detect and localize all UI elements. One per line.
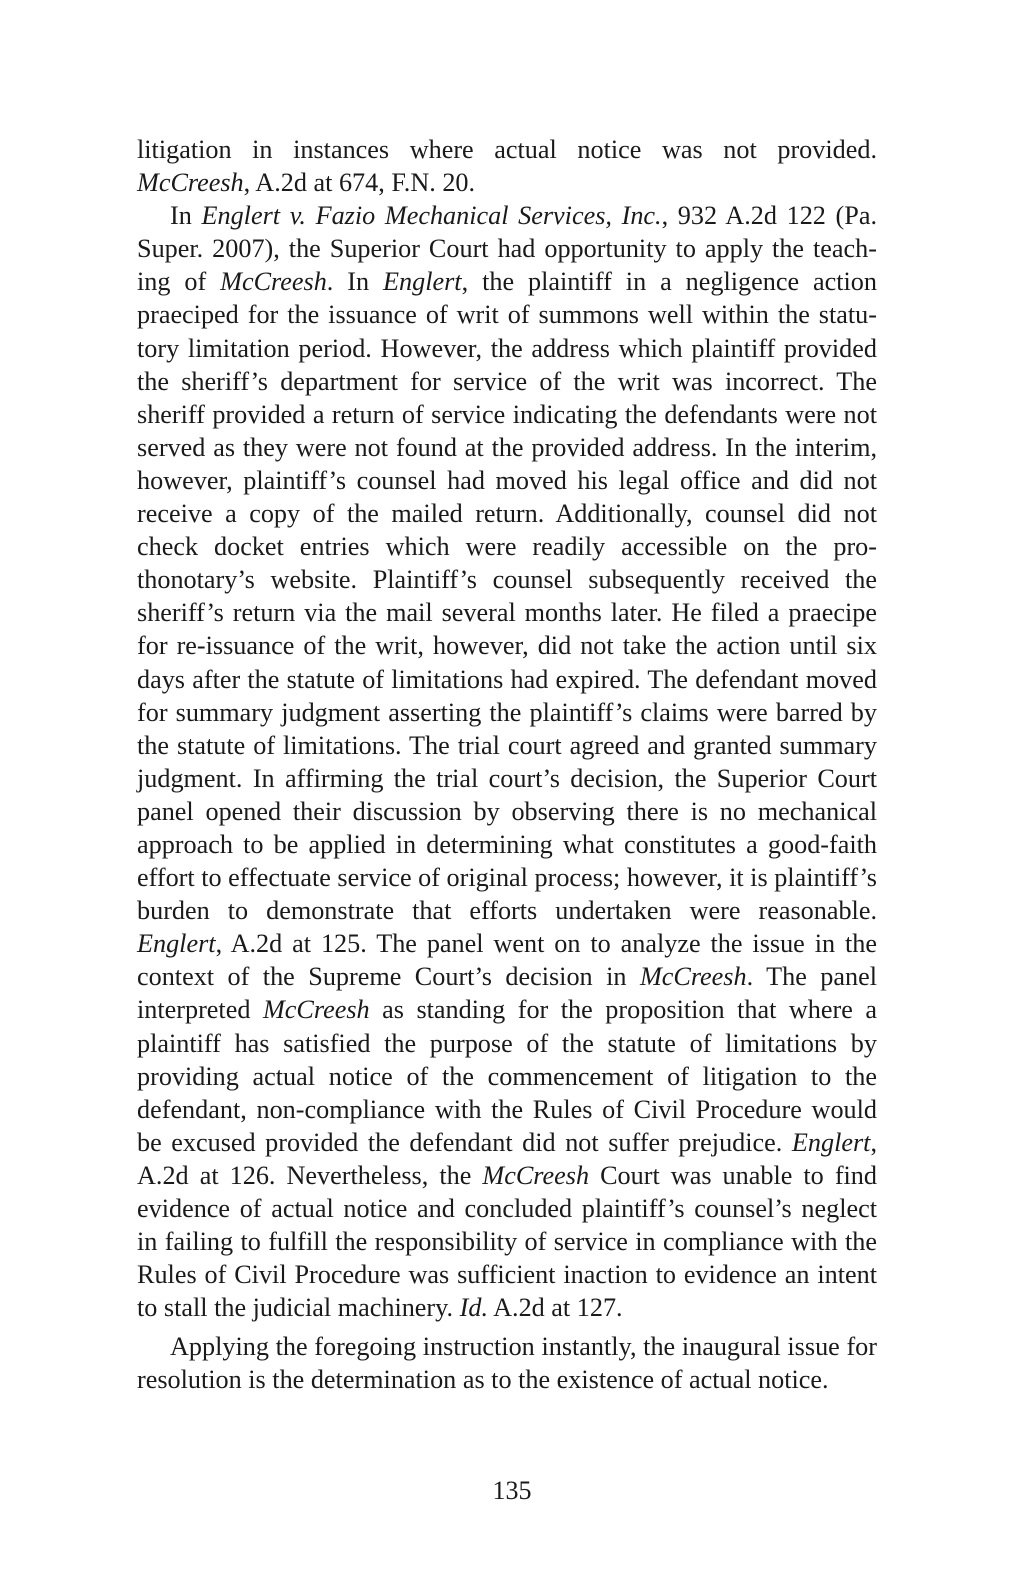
paragraph: litigation in instances where actual notice was not provided. McCreesh, A.2d at 674, F.N. 20. bbox=[137, 135, 877, 198]
paragraph: Applying the foregoing instruction instantly, the inaugural issue for resolution is the determination as to the existence of actual notice. bbox=[137, 1332, 877, 1395]
page-number: 135 bbox=[492, 1476, 532, 1505]
page-body bbox=[137, 133, 877, 1397]
paragraph: In Englert v. Fazio Mechanical Services, Inc., 932 A.2d 122 (Pa. Super. 2007), the Superior Court had opportunity to apply the teaching of McCreesh. In Englert, the plaintiff in a negligence action praeciped for the issuance of writ of summons well within the statutory limitation period. However, the address which plaintiff provided the sheriff’s department for service of the writ was incorrect. The sheriff provided a return of service indicating the defendants were not served as they were not found at the provided address. In the interim, however, plaintiff’s counsel had moved his legal office and did not receive a copy of the mailed return. Additionally, counsel did not check docket entries which were readily accessible on the prothonotary’s website. Plaintiff’s counsel subsequently received the sheriff’s return via the mail several months later. He filed a praecipe for re-issuance of the writ, however, did not take the action until six days after the statute of limitations had expired. The defendant moved for summary judgment asserting the plaintiff’s claims were barred by the statute of limitations. The trial court agreed and granted summary judgment. In affirming the trial court’s decision, the Superior Court panel opened their discussion by observing there is no mechanical approach to be applied in determining what constitutes a good-faith effort to effectuate service of original process; however, it is plaintiff’s burden to demonstrate that efforts undertaken were reasonable. Englert, A.2d at 125. The panel went on to analyze the issue in the context of the Supreme Court’s decision in McCreesh. The panel interpreted McCreesh as standing for the proposition that where a plaintiff has satisfied the purpose of the statute of limitations by providing actual notice of the commencement of litigation to the defendant, non-compliance with the Rules of Civil Procedure would be excused provided the defendant did not suffer prejudice. Englert, A.2d at 126. Nevertheless, the McCreesh Court was unable to find evidence of actual notice and concluded plaintiff’s counsel’s neglect in failing to fulfill the responsibility of service in compliance with the Rules of Civil Procedure was sufficient inaction to evidence an intent to stall the judicial machinery. Id. A.2d at 127. bbox=[137, 201, 878, 1323]
